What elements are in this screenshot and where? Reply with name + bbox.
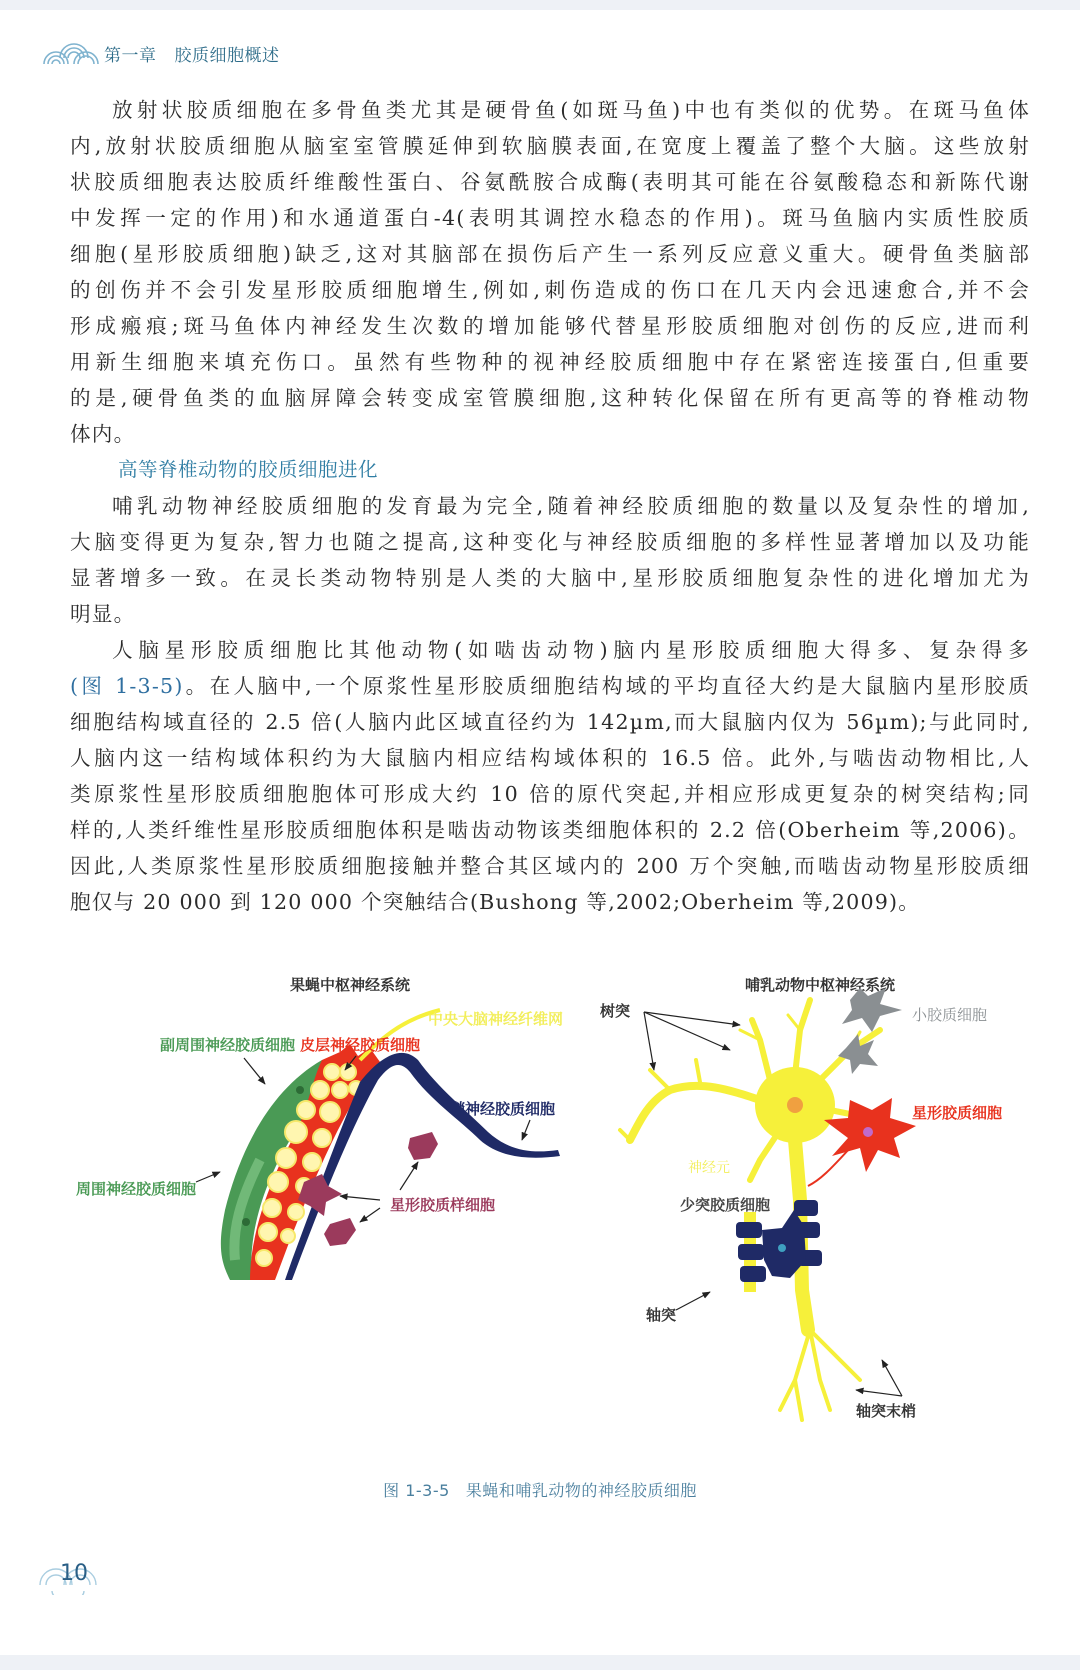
microglia-drawing: [838, 988, 902, 1074]
text-segment: 。在人脑中,一个原浆性星形胶质细胞结构域的平均直径大约是大鼠脑内星形胶质: [183, 674, 1030, 698]
text-line: 的是,硬骨鱼类的血脑屏障会转变成室管膜细胞,这种转化保留在所有更高等的脊椎动物: [70, 386, 1030, 410]
figure-number: 图 1-3-5: [383, 1481, 450, 1500]
paragraph-2: [70, 488, 1030, 632]
text-line: 用新生细胞来填充伤口。虽然有些物种的视神经胶质细胞中存在紧密连接蛋白,但重要: [70, 350, 1030, 374]
label-neuron: 神经元: [688, 1160, 730, 1176]
text-line: 中发挥一定的作用)和水通道蛋白-4(表明其调控水稳态的作用)。斑马鱼脑内实质性胶质: [70, 206, 1030, 230]
page-number: [34, 1555, 104, 1595]
label-dendrite: 树突: [600, 1002, 631, 1020]
figure-reference-link[interactable]: (图 1-3-5): [70, 674, 184, 698]
label-microglia: 小胶质细胞: [912, 1006, 988, 1024]
chapter-number: 第一章: [104, 45, 157, 66]
text-line: [70, 668, 1030, 704]
label-ensheathing-glia: 鞘神经胶质细胞: [450, 1100, 556, 1118]
astro-like-cell: [324, 1218, 356, 1246]
label-cortex-glia: 皮层神经胶质细胞: [299, 1036, 421, 1054]
body-text: [70, 92, 1030, 920]
text-line: 胞仅与 20 000 到 120 000 个突触结合(Bushong 等,2002;Oberheim 等,2009)。: [70, 890, 921, 914]
label-subperineurial-glia: 副周围神经胶质细胞: [160, 1036, 296, 1054]
text-line: 放射状胶质细胞在多骨鱼类尤其是硬骨鱼(如斑马鱼)中也有类似的优势。在斑马鱼体: [112, 98, 1030, 122]
mammal-panel-title: 哺乳动物中枢神经系统: [744, 976, 896, 994]
text-line: 类原浆性星形胶质细胞胞体可形成大约 10 倍的原代突起,并相应形成更复杂的树突结构;同: [70, 782, 1030, 806]
text-line: 哺乳动物神经胶质细胞的发育最为完全,随着神经胶质细胞的数量以及复杂性的增加,: [112, 494, 1030, 518]
glia-illustration: [60, 960, 1040, 1450]
fly-panel-title: 果蝇中枢神经系统: [289, 976, 411, 994]
label-axon: 轴突: [646, 1306, 677, 1324]
axon-terminals: [780, 1330, 860, 1420]
text-line: 体内。: [70, 422, 136, 446]
bottom-margin-band: [0, 1655, 1080, 1670]
paragraph-3: [70, 632, 1030, 920]
text-line: 明显。: [70, 602, 136, 626]
chapter-title: 胶质细胞概述: [174, 45, 280, 66]
running-header: [40, 38, 280, 68]
text-line: 细胞结构域直径的 2.5 倍(人脑内此区域直径约为 142µm,而大鼠脑内仅为 56µm);与此同时,: [70, 710, 1030, 734]
text-line: 因此,人类原浆性星形胶质细胞接触并整合其区域内的 200 万个突触,而啮齿动物星形胶质细: [70, 854, 1030, 878]
top-margin-band: [0, 0, 1080, 10]
text-line: 细胞(星形胶质细胞)缺乏,这对其脑部在损伤后产生一系列反应意义重大。硬骨鱼类脑部: [70, 242, 1030, 266]
astro-like-cell: [408, 1132, 438, 1160]
text-line: 状胶质细胞表达胶质纤维酸性蛋白、谷氨酰胺合成酶(表明其可能在谷氨酸稳态和新陈代谢: [70, 170, 1030, 194]
section-subheading: 高等脊椎动物的胶质细胞进化: [118, 458, 379, 481]
page-number-value: 10: [60, 1561, 88, 1586]
text-line: 显著增多一致。在灵长类动物特别是人类的大脑中,星形胶质细胞复杂性的进化增加尤为: [70, 566, 1030, 590]
label-astro-like-cells: 星形胶质样细胞: [390, 1196, 496, 1214]
text-line: 人脑星形胶质细胞比其他动物(如啮齿动物)脑内星形胶质细胞大得多、复杂得多: [112, 638, 1030, 662]
text-line: 形成瘢痕;斑马鱼体内神经发生次数的增加能够代替星形胶质细胞对创伤的反应,进而利: [70, 314, 1030, 338]
figure-1-3-5: [60, 960, 1040, 1450]
label-astrocyte: 星形胶质细胞: [912, 1104, 1003, 1122]
figure-caption: [0, 1478, 1080, 1501]
paragraph-1: [70, 92, 1030, 452]
text-line: 人脑内这一结构域体积约为大鼠脑内相应结构域体积的 16.5 倍。此外,与啮齿动物相比,人: [70, 746, 1030, 770]
text-line: 大脑变得更为复杂,智力也随之提高,这种变化与神经胶质细胞的多样性显著增加以及功能: [70, 530, 1030, 554]
wave-ornament-icon: [40, 38, 100, 68]
label-oligodendrocyte: 少突胶质细胞: [680, 1196, 771, 1214]
text-line: 的创伤并不会引发星形胶质细胞增生,例如,刺伤造成的伤口在几天内会迅速愈合,并不会: [70, 278, 1030, 302]
label-axon-terminal: 轴突末梢: [856, 1402, 917, 1420]
neuron-nucleus: [787, 1097, 803, 1113]
label-perineurial-glia: 周围神经胶质细胞: [76, 1180, 197, 1198]
label-neuropil: 中央大脑神经纤维网: [428, 1010, 564, 1028]
text-line: 样的,人类纤维性星形胶质细胞体积是啮齿动物该类细胞体积的 2.2 倍(Oberheim 等,2006)。: [70, 818, 1030, 842]
text-line: 内,放射状胶质细胞从脑室室管膜延伸到软脑膜表面,在宽度上覆盖了整个大脑。这些放射: [70, 134, 1030, 158]
figure-caption-text: 果蝇和哺乳动物的神经胶质细胞: [465, 1481, 697, 1500]
